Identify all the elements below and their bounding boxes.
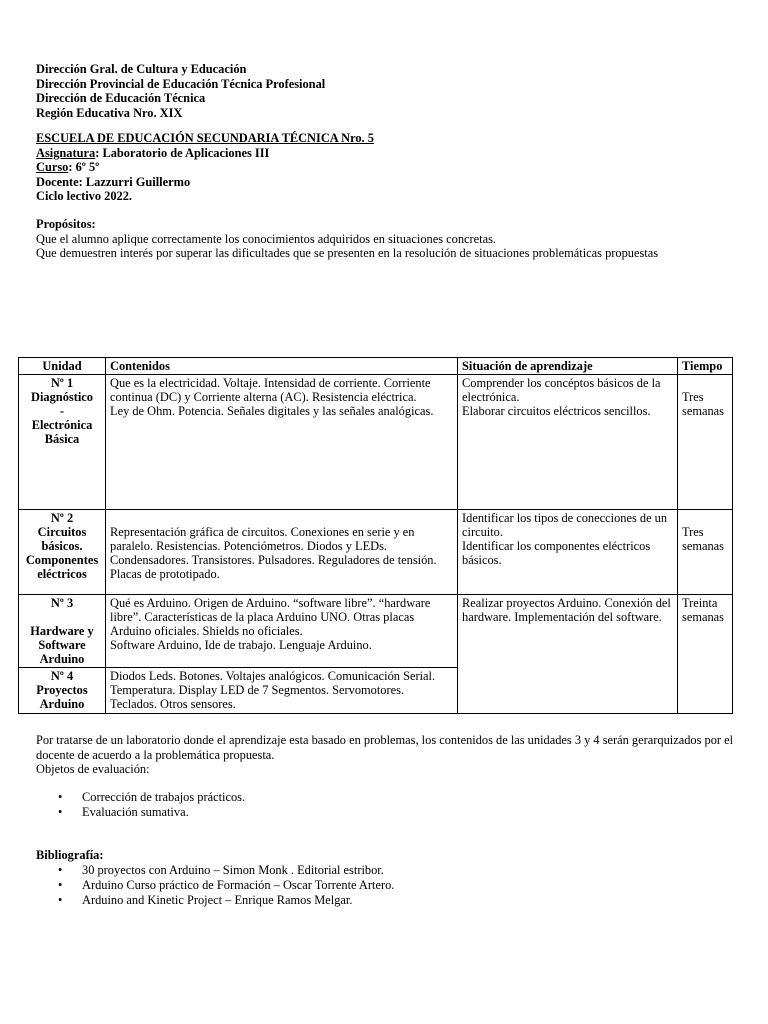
contents-line: Que es la electricidad. Voltaje. Intensidad de corriente. Corriente continua (DC) y Corriente alterna (AC). Resistencia eléctrica.	[110, 376, 431, 404]
situation-line: Elaborar circuitos eléctricos sencillos.	[462, 404, 651, 418]
header-contents: Contenidos	[106, 358, 458, 375]
unit-line: básicos.	[41, 539, 83, 553]
situation-line: Identificar los componentes eléctricos básicos.	[462, 539, 651, 567]
units-table	[18, 357, 733, 714]
unit-line: -	[59, 404, 65, 418]
evaluation-list	[36, 790, 245, 820]
list-item	[36, 790, 245, 805]
header-situation: Situación de aprendizaje	[458, 358, 678, 375]
list-item	[36, 893, 394, 908]
time-line: Tres	[682, 390, 704, 404]
evaluation-block	[36, 733, 736, 777]
contents-line: Diodos Leds. Botones. Voltajes analógicos. Comunicación Serial. Temperatura. Display LED de 7 Segmentos. Servomotores. Teclados. Otros sensores.	[110, 669, 436, 711]
situation-line: Comprender los concéptos básicos de la electrónica.	[462, 376, 661, 404]
unit-line: Nº 1	[50, 376, 74, 390]
time-cell	[678, 510, 733, 595]
course-line	[36, 160, 374, 175]
evaluation-title: Objetos de evaluación:	[36, 762, 150, 776]
time-line: Tres	[682, 525, 704, 539]
contents-line: Representación gráfica de circuitos. Conexiones en serie y en paralelo. Resistencias. Potenciómetros. Diodos y LEDs. Condensadores. Transistores. Pulsadores. Reguladores de tensión. Placas de prototipado.	[110, 525, 437, 581]
bullet-icon: •	[58, 790, 63, 804]
unit-line: Arduino	[39, 652, 85, 666]
table-row	[19, 375, 733, 510]
list-item-text: Arduino and Kinetic Project – Enrique Ramos Melgar.	[82, 893, 353, 907]
course-value: : 6º 5º	[68, 160, 100, 174]
unit-line: Básica	[44, 432, 80, 446]
school-block	[36, 131, 374, 204]
unit-line: Hardware y	[30, 624, 94, 638]
list-item	[36, 805, 245, 820]
situation-line: Identificar los tipos de conecciones de un circuito.	[462, 511, 668, 539]
unit-line: eléctricos	[37, 567, 87, 581]
contents-cell	[106, 595, 458, 668]
unit-cell	[19, 668, 106, 714]
course-label: Curso	[36, 160, 69, 174]
purposes-title: Propósitos:	[36, 217, 96, 231]
unit-cell	[19, 510, 106, 595]
header-unit: Unidad	[19, 358, 106, 375]
contents-cell	[106, 510, 458, 595]
header-line: Dirección Provincial de Educación Técnica Profesional	[36, 76, 326, 91]
header-line: Dirección de Educación Técnica	[36, 91, 206, 105]
header-line: Región Educativa Nro. XIX	[36, 105, 183, 120]
table-row	[19, 595, 733, 668]
list-item-text: Evaluación sumativa.	[82, 805, 189, 819]
unit-line: Componentes	[25, 553, 99, 567]
unit-line: Proyectos	[36, 683, 88, 697]
unit-line: Nº 2	[50, 511, 74, 525]
contents-cell	[106, 668, 458, 714]
bullet-icon: •	[58, 863, 63, 877]
situation-cell	[458, 595, 678, 714]
unit-line: Nº 4	[50, 669, 74, 683]
bullet-icon: •	[58, 878, 63, 892]
unit-cell	[19, 595, 106, 668]
year-line: Ciclo lectivo 2022.	[36, 189, 133, 203]
table-row	[19, 510, 733, 595]
school-name: ESCUELA DE EDUCACIÓN SECUNDARIA TÉCNICA Nro. 5	[36, 131, 374, 145]
time-line: semanas	[682, 610, 724, 624]
purpose-line: Que demuestren interés por superar las dificultades que se presenten en la resolución de situaciones problemáticas propuestas	[36, 246, 659, 260]
contents-line: Ley de Ohm. Potencia. Señales digitales y las señales analógicas.	[110, 404, 434, 418]
unit-line: Software	[38, 638, 86, 652]
subject-label: Asignatura	[36, 145, 96, 160]
bibliography-title: Bibliografía:	[36, 848, 104, 862]
time-cell	[678, 595, 733, 714]
subject-line	[36, 146, 374, 161]
situation-cell	[458, 510, 678, 595]
purpose-line: Que el alumno aplique correctamente los conocimientos adquiridos en situaciones concretas.	[36, 231, 497, 246]
list-item	[36, 863, 394, 878]
unit-line: Circuitos	[37, 525, 87, 539]
subject-value: : Laboratorio de Aplicaciones III	[95, 145, 270, 160]
contents-line: Qué es Arduino. Origen de Arduino. “software libre”. “hardware libre”. Características de la placa Arduino UNO. Otras placas Arduino oficiales. Shields no oficiales.	[110, 596, 431, 638]
time-line: semanas	[682, 539, 724, 553]
situation-line: Realizar proyectos Arduino. Conexión del hardware. Implementación del software.	[462, 596, 671, 624]
time-line: Treinta	[682, 596, 718, 610]
table-header-row	[19, 358, 733, 375]
unit-line: Nº 3	[50, 596, 74, 610]
unit-line: Arduino	[39, 697, 85, 711]
purposes-block	[36, 217, 658, 261]
header-time: Tiempo	[678, 358, 733, 375]
situation-cell	[458, 375, 678, 510]
list-item-text: Arduino Curso práctico de Formación – Oscar Torrente Artero.	[82, 878, 395, 892]
list-item-text: 30 proyectos con Arduino – Simon Monk . Editorial estribor.	[82, 863, 384, 877]
unit-line: Diagnóstico	[31, 390, 93, 404]
unit-cell	[19, 375, 106, 510]
methodology-paragraph: Por tratarse de un laboratorio donde el aprendizaje esta basado en problemas, los contenidos de las unidades 3 y 4 serán gerarquizados por el docente de acuerdo a la problemática propuesta.	[36, 733, 734, 762]
header-line: Dirección Gral. de Cultura y Educación	[36, 62, 247, 76]
bullet-icon: •	[58, 893, 63, 907]
contents-line: Software Arduino, Ide de trabajo. Lenguaje Arduino.	[110, 638, 372, 652]
contents-cell	[106, 375, 458, 510]
bibliography-list	[36, 863, 394, 908]
list-item-text: Corrección de trabajos prácticos.	[82, 790, 246, 804]
bullet-icon: •	[58, 805, 63, 819]
teacher-line: Docente: Lazzurri Guillermo	[36, 174, 191, 189]
time-line: semanas	[682, 404, 724, 418]
header-block	[36, 62, 325, 120]
unit-line: Electrónica	[31, 418, 93, 432]
time-cell	[678, 375, 733, 510]
list-item	[36, 878, 394, 893]
